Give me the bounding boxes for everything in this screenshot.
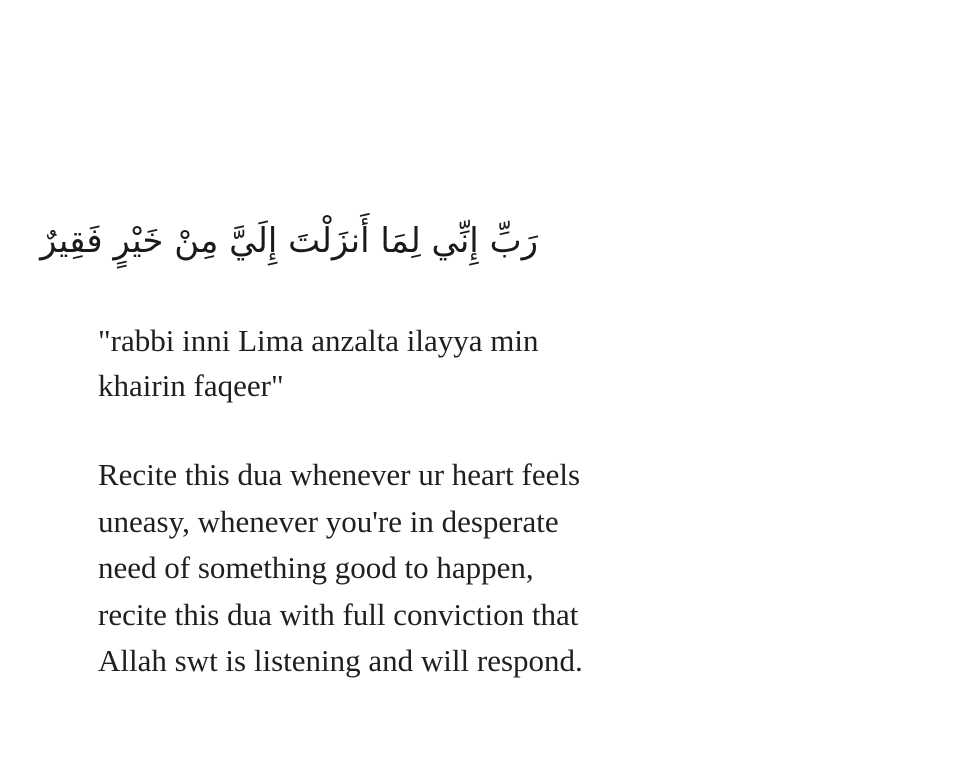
description-line: uneasy, whenever you're in desperate [98,503,559,539]
arabic-dua-text: رَبِّ إِنِّي لِمَا أَنزَلْتَ إِلَيَّ مِنْ خَيْرٍ فَقِيرٌ [40,221,538,261]
description-paragraph [98,452,838,685]
description-line: need of something good to happen, [98,550,534,585]
transliteration [98,318,738,408]
transliteration-line: "rabbi inni Lima anzalta ilayya min [98,323,539,358]
description-line: Recite this dua whenever ur heart feels [98,457,581,492]
description-line: recite this dua with full conviction that [98,596,579,632]
description-line: Allah swt is listening and will respond. [98,643,583,678]
transliteration-line: khairin faqeer" [98,368,284,403]
